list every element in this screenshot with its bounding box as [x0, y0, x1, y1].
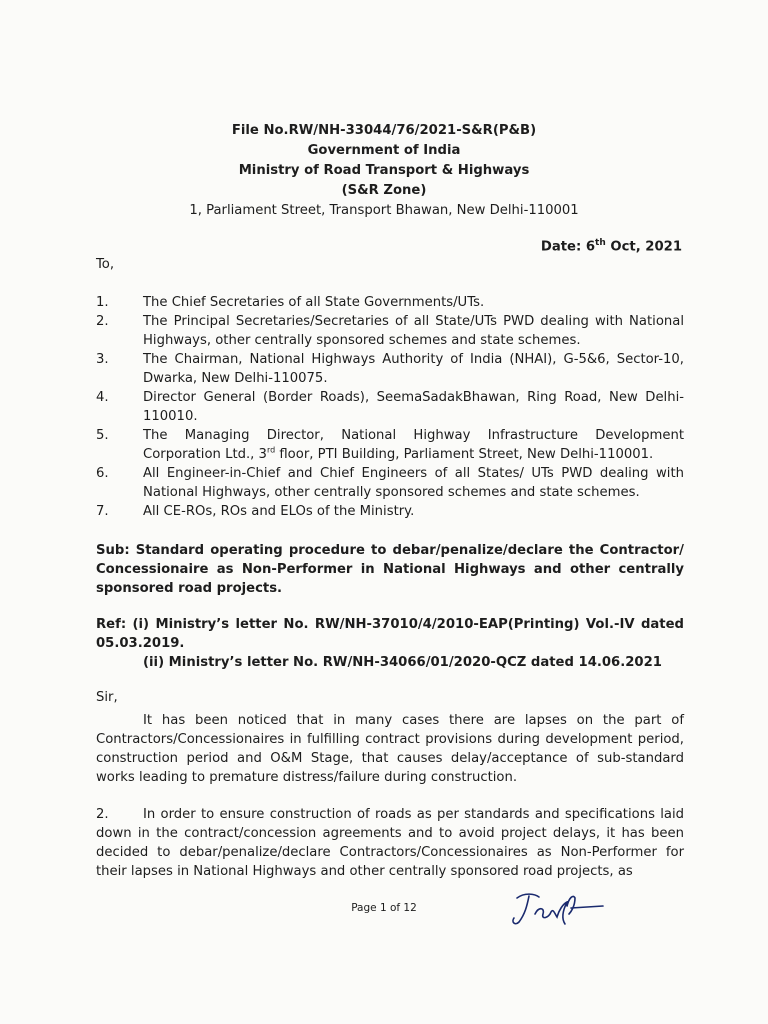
letter-date — [541, 238, 682, 254]
paragraph-2-text: In order to ensure construction of roads as per standards and specifications laid down in the contract/concession agreements and to avoid project delays, it has been decided to debar/penalize/declare Contractors/Concessionaires as Non-Performer for their lapses in National Highways and other centrally sponsored road projects, as — [96, 807, 684, 879]
ministry-name: Ministry of Road Transport & Highways — [238, 163, 530, 178]
item-number: 4. — [96, 390, 109, 405]
list-item — [96, 350, 684, 388]
reference-line-2: (ii) Ministry’s letter No. RW/NH-34066/01/2020-QCZ dated 14.06.2021 — [143, 655, 662, 670]
list-item — [96, 388, 684, 426]
item-text-part-a: The Managing Director, National Highway Infrastructure Development Corporation Ltd., 3 — [143, 428, 684, 462]
list-item — [96, 293, 684, 312]
item-number: 3. — [96, 352, 109, 367]
item-text — [143, 426, 684, 464]
addressee-list — [96, 293, 684, 521]
item-text: Director General (Border Roads), SeemaSadakBhawan, Ring Road, New Delhi-110010. — [143, 390, 684, 424]
salutation: Sir, — [96, 690, 118, 705]
government-name: Government of India — [307, 143, 461, 158]
date-suffix: th — [595, 238, 606, 248]
item-number: 2. — [96, 314, 109, 329]
paragraph-2 — [96, 805, 684, 881]
paragraph-number: 2. — [96, 807, 109, 822]
item-number: 5. — [96, 428, 109, 443]
date-rest: Oct, 2021 — [605, 239, 682, 255]
ordinal-suffix: rd — [266, 445, 276, 455]
subject-line: Sub: Standard operating procedure to debar/penalize/declare the Contractor/ Concessionaire as Non-Performer in National Highways and other centrally sponsored road projects. — [96, 543, 684, 596]
file-number: File No.RW/NH-33044/76/2021-S&R(P&B) — [231, 123, 537, 138]
item-text: The Chairman, National Highways Authority of India (NHAI), G-5&6, Sector-10, Dwarka, New Delhi-110075. — [143, 352, 684, 386]
to-label: To, — [96, 257, 115, 272]
item-text: The Principal Secretaries/Secretaries of all State/UTs PWD dealing with National Highways, other centrally sponsored schemes and state schemes. — [143, 314, 684, 348]
list-item — [96, 502, 684, 521]
item-text: All Engineer-in-Chief and Chief Engineers of all States/ UTs PWD dealing with National Highways, other centrally sponsored schemes and state schemes. — [143, 466, 684, 500]
signature-image — [505, 884, 605, 934]
reference-line-1: Ref: (i) Ministry’s letter No. RW/NH-37010/4/2010-EAP(Printing) Vol.-IV dated 05.03.2019. — [96, 617, 684, 651]
zone-name: (S&R Zone) — [341, 183, 427, 198]
date-label: Date: 6 — [540, 239, 596, 255]
list-item — [96, 312, 684, 350]
item-number: 1. — [96, 295, 109, 310]
reference-block — [96, 615, 684, 672]
page-number: Page 1 of 12 — [351, 902, 417, 914]
item-number: 6. — [96, 466, 109, 481]
paragraph-1: It has been noticed that in many cases there are lapses on the part of Contractors/Concessionaires in fulfilling contract provisions during development period, construction period and O&M Stage, that causes delay/acceptance of sub-standard works leading to premature distress/failure during construction. — [96, 713, 684, 785]
item-text-part-b: floor, PTI Building, Parliament Street, New Delhi-110001. — [275, 447, 654, 462]
ministry-address: 1, Parliament Street, Transport Bhawan, New Delhi-110001 — [189, 203, 579, 218]
item-number: 7. — [96, 504, 109, 519]
letter-header — [0, 121, 768, 221]
item-text: The Chief Secretaries of all State Governments/UTs. — [143, 295, 485, 310]
list-item — [96, 426, 684, 464]
item-text: All CE-ROs, ROs and ELOs of the Ministry. — [143, 504, 415, 519]
list-item — [96, 464, 684, 502]
